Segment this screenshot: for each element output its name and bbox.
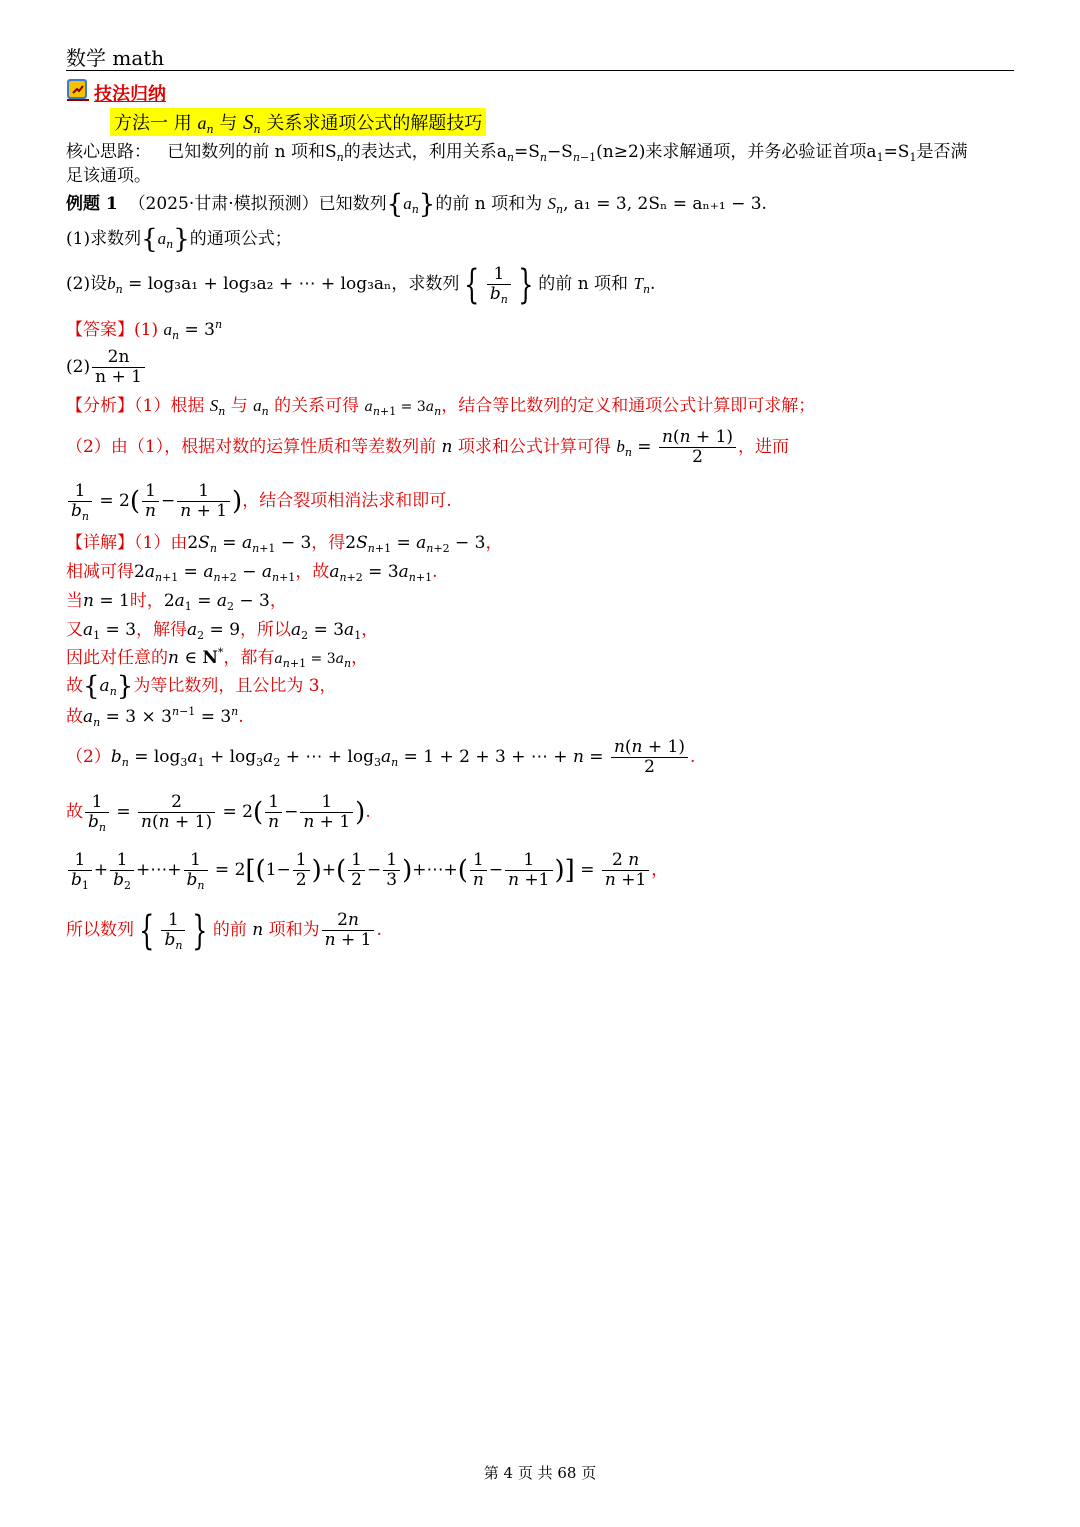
detail-line-1: 【详解】（1）由$2S_n = a_{n+1} - 3$，得$2S_{n+1} = a_{n+2} - 3$， [66, 533, 503, 555]
notebook-icon [66, 78, 90, 102]
header-title: 数学 math [66, 46, 165, 70]
answer-frac-num: 2n [92, 348, 145, 368]
method-prefix: 方法一 用 [114, 113, 192, 134]
detail-line-5: 因此对任意的n ∈ N*，都有$a_{n+1} = 3a_n$， [66, 646, 369, 670]
page-footer: 第 4 页 共 68 页 [483, 1464, 597, 1482]
core-label: 核心思路： [66, 142, 151, 162]
method-mid: 与 [219, 113, 238, 134]
detail-line-3: 当n = 1时，$2a_1 = a_2 - 3$， [66, 591, 287, 613]
answer-frac-den: n + 1 [95, 367, 142, 387]
detail-line-9: 故 $\frac{1}{b_n}$ = $\frac{2}{n(n + 1)}$ = 2( $\frac{1}{n}$ − $\frac{1}{n + 1}$ ). [66, 792, 371, 834]
question-1: (1)求数列$\{a_n\}$的通项公式； [66, 224, 292, 255]
answer-line-2: (2) $\frac{2n}{n + 1}$ [66, 345, 147, 389]
detail-line-7: 故$a_n = 3 \times 3^{n-1} = 3^n$. [66, 705, 244, 729]
example-label: 例题 1 [66, 194, 118, 214]
example-source: （2025·甘肃·模拟预测）已知数列 [128, 194, 387, 214]
answer-line-1: 【答案】(1) $a_n = 3^n$ [66, 318, 223, 342]
core-idea-line1: 核心思路： 已知数列的前 n 项和$S_n$的表达式，利用关系$a_n=S_n-S_{n-1}(n\ge 2)$来求解通项，并务必验证首项$a_1=S_1$是否满 [66, 142, 968, 164]
core-idea-line2: 足该通项。 [66, 166, 151, 186]
answer-label: 【答案】 [66, 320, 134, 340]
detail-line-8: $(2)b_n = \log_3a_1 + \log_3a_2$ + ⋯ + $\log_3a_n = 1 + 2 + 3$ + ⋯ + n = $\frac{n(n + 1)}{2}$ . [66, 737, 696, 777]
method-suffix: 关系求通项公式的解题技巧 [266, 113, 483, 134]
analysis-line-1: 【分析】（1）根据 $S_n$ 与 $a_n$ 的关系可得 $a_{n+1} = 3a_n$，结合等比数列的定义和通项公式计算即可求解； [66, 396, 816, 418]
section-tag-label: 技法归纳 [94, 84, 166, 105]
example-formula: , a₁ = 3, 2Sₙ = aₙ₊₁ − 3. [563, 194, 767, 214]
analysis-line-3: $\frac{1}{b_n}$ = 2( $\frac{1}{n}$ − $\frac{1}{n + 1}$ )，结合裂项相消法求和即可. [66, 476, 452, 527]
analysis-label: 【分析】 [66, 396, 134, 416]
method-title: 方法一 用 $a_n$ 与 $S_n$ 关系求通项公式的解题技巧 [110, 108, 486, 136]
analysis-line-2: （2）由（1），根据对数的运算性质和等差数列前 n 项求和公式计算可得 $b_n$ = $\frac{n(n + 1)}{2}$ ，进而 [66, 427, 790, 467]
detail-line-6: 故$\{a_n\}$为等比数列，且公比为 3， [66, 671, 337, 702]
header-rule [66, 70, 1014, 71]
core-text: 已知数列的前 n 项和S [167, 142, 337, 162]
question-2: (2)设$b_n = \log_3a_1 + \log_3a_2$ + ⋯ + log₃aₙ，求数列 { $\frac{1}{b_n}$ } 的前 n 项和 $T_n$. [66, 261, 656, 308]
detail-line-10: $\frac{1}{b_1}$ + $\frac{1}{b_2}$ +⋯+ $\frac{1}{b_n}$ = 2[(1− $\frac{1}{2}$ )+( $\frac{1}{2}$ − $\frac{1}{3}$ )+⋯+( $\frac{1}{n}$ − $\frac{1}{n +1}$ )] = $\frac{2 n}{n +1}$ ， [66, 845, 668, 896]
detail-line-4: 又$a_1 = 3$，解得$a_2 = 9$，所以$a_2 = 3a_1$， [66, 620, 379, 642]
example-line: 例题 1 （2025·甘肃·模拟预测）已知数列$\{a_n\}$的前 n 项和为 $S_n$, a₁ = 3, 2Sₙ = aₙ₊₁ − 3. [66, 189, 767, 220]
detail-line-2: 相减可得$2a_{n+1} = a_{n+2} - a_{n+1}$，故$a_{n+2} = 3a_{n+1}$. [66, 562, 438, 584]
detail-label: 【详解】 [66, 533, 134, 553]
question-2-formula: = log₃a₁ + log₃a₂ + ⋯ + log₃aₙ [128, 274, 392, 294]
detail-line-11: 所以数列 { $\frac{1}{b_n}$ } 的前 n 项和为 $\frac{2n}{n + 1}$ . [66, 907, 382, 954]
